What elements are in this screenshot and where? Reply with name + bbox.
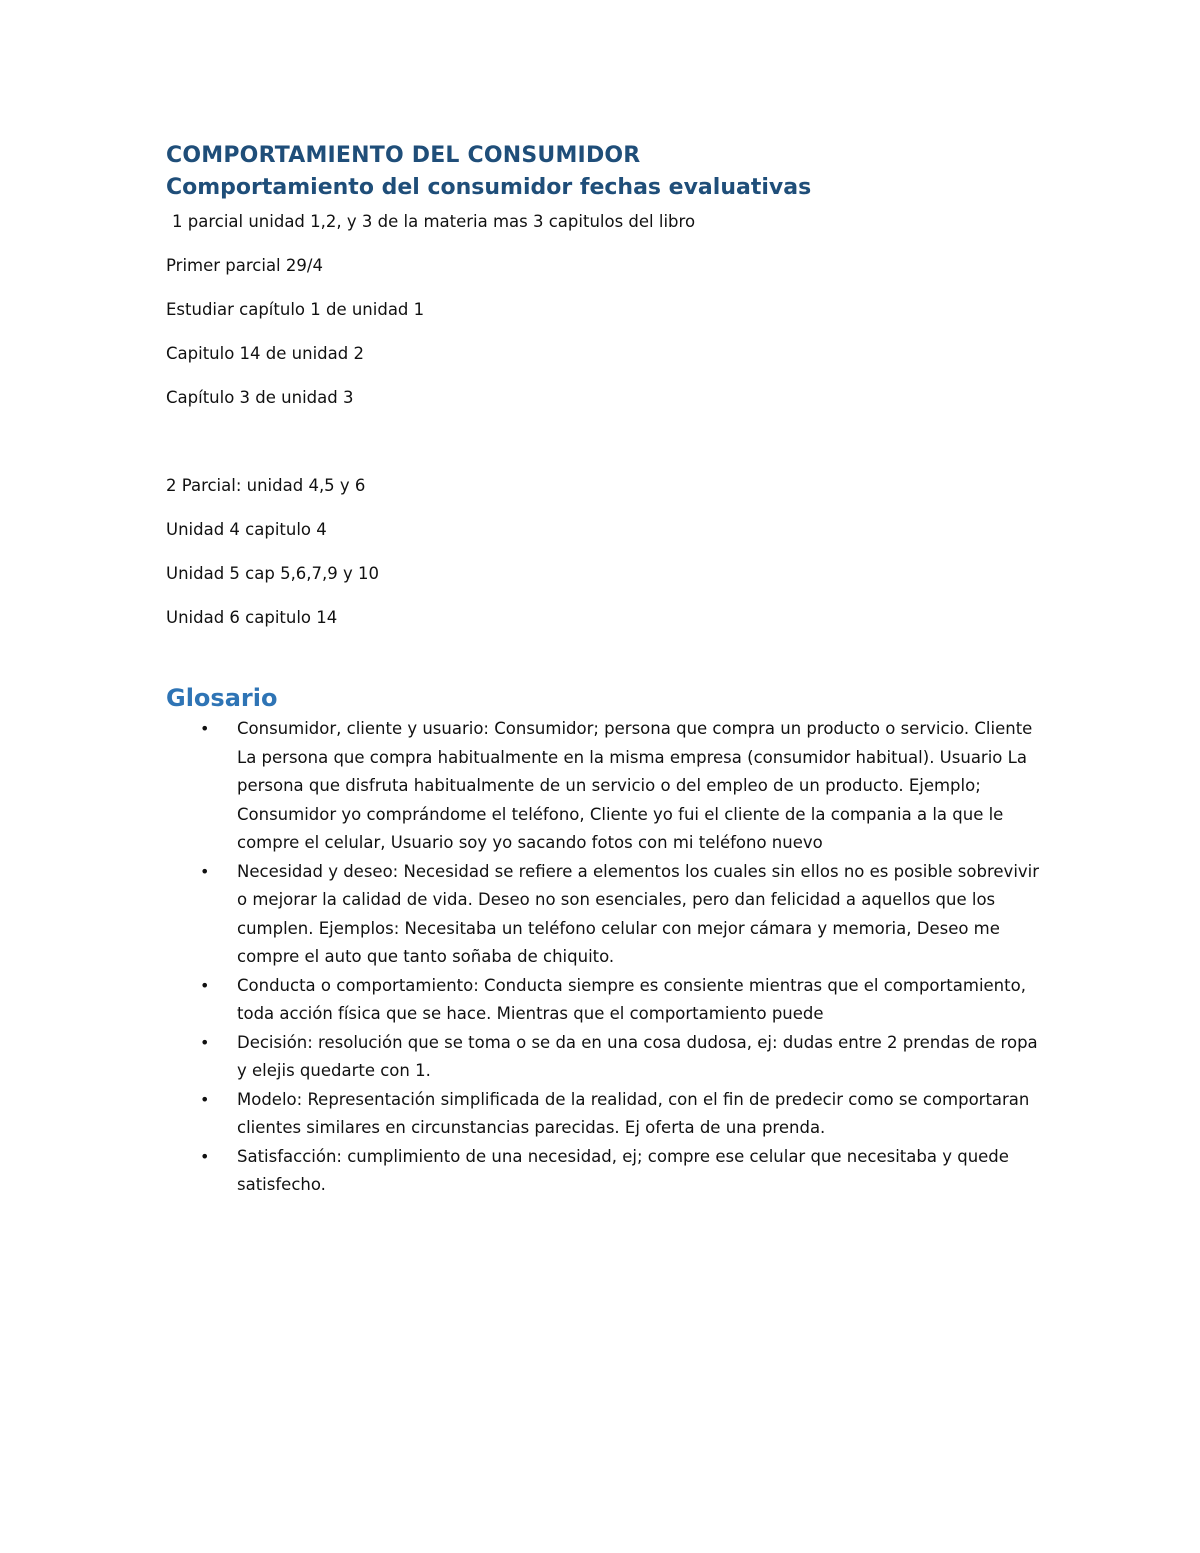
document-title: COMPORTAMIENTO DEL CONSUMIDOR (166, 143, 641, 168)
part2-line: Unidad 4 capitulo 4 (166, 520, 327, 539)
document-subtitle (166, 173, 1046, 203)
glossary-list (166, 715, 1046, 1200)
glossary-item-text: Conducta o comportamiento: Conducta siempre es consiente mientras que el comportamiento, toda acción física que se hace. Mientras que el comportamiento puede (237, 975, 1026, 1023)
bullet-icon: • (200, 861, 210, 881)
bullet-icon: • (200, 719, 210, 738)
bullet-icon: • (200, 1089, 210, 1109)
glossary-item (166, 1143, 1046, 1200)
glossary-item-text: Satisfacción: cumplimiento de una necesidad, ej; compre ese celular que necesitaba y quede satisfecho. (237, 1146, 1009, 1194)
glossary-item (166, 715, 1046, 858)
glossary-heading: Glosario (166, 684, 278, 712)
glossary-item (166, 1086, 1046, 1143)
part2-line: Unidad 6 capitulo 14 (166, 608, 338, 627)
document-content (166, 141, 1046, 1200)
bullet-icon: • (200, 975, 210, 995)
glossary-item-text: Consumidor, cliente y usuario: Consumidor; persona que compra un producto o servicio. Cliente La persona que compra habitualmente en la misma empresa (consumidor habitual). Usuario La persona que disfruta habitualmente de un servicio o del empleo de un producto. Ejemplo; Consumidor yo comprándome el teléfono, Cliente yo fui el cliente de la compania a la que le compre el celular, Usuario soy yo sacando fotos con mi teléfono nuevo (237, 719, 1033, 852)
part1-line: Estudiar capítulo 1 de unidad 1 (166, 300, 425, 319)
bullet-icon: • (200, 1146, 210, 1166)
intro-paragraph: 1 parcial unidad 1,2, y 3 de la materia mas 3 capitulos del libro (172, 212, 696, 231)
subtitle-regular: Comportamiento del consumidor (166, 175, 580, 200)
part1-line: Primer parcial 29/4 (166, 256, 323, 275)
glossary-item-text: Modelo: Representación simplificada de la realidad, con el fin de predecir como se comportaran clientes similares en circunstancias parecidas. Ej oferta de una prenda. (237, 1089, 1030, 1137)
part2-line: Unidad 5 cap 5,6,7,9 y 10 (166, 564, 380, 583)
bullet-icon: • (200, 1032, 210, 1052)
glossary-item (166, 1029, 1046, 1086)
glossary-item (166, 972, 1046, 1029)
glossary-item-text: Necesidad y deseo: Necesidad se refiere a elementos los cuales sin ellos no es posible sobrevivir o mejorar la calidad de vida. Deseo no son esenciales, pero dan felicidad a aquellos que los cumplen. Ejemplos: Necesitaba un teléfono celular con mejor cámara y memoria, Deseo me compre el auto que tanto soñaba de chiquito. (237, 861, 1040, 966)
subtitle-bold: fechas evaluativas (579, 175, 812, 200)
glossary-item-text: Decisión: resolución que se toma o se da en una cosa dudosa, ej: dudas entre 2 prendas de ropa y elejis quedarte con 1. (237, 1032, 1038, 1080)
part2-line: 2 Parcial: unidad 4,5 y 6 (166, 476, 366, 495)
glossary-item (166, 858, 1046, 972)
part1-line: Capítulo 3 de unidad 3 (166, 388, 354, 407)
part1-line: Capitulo 14 de unidad 2 (166, 344, 364, 363)
